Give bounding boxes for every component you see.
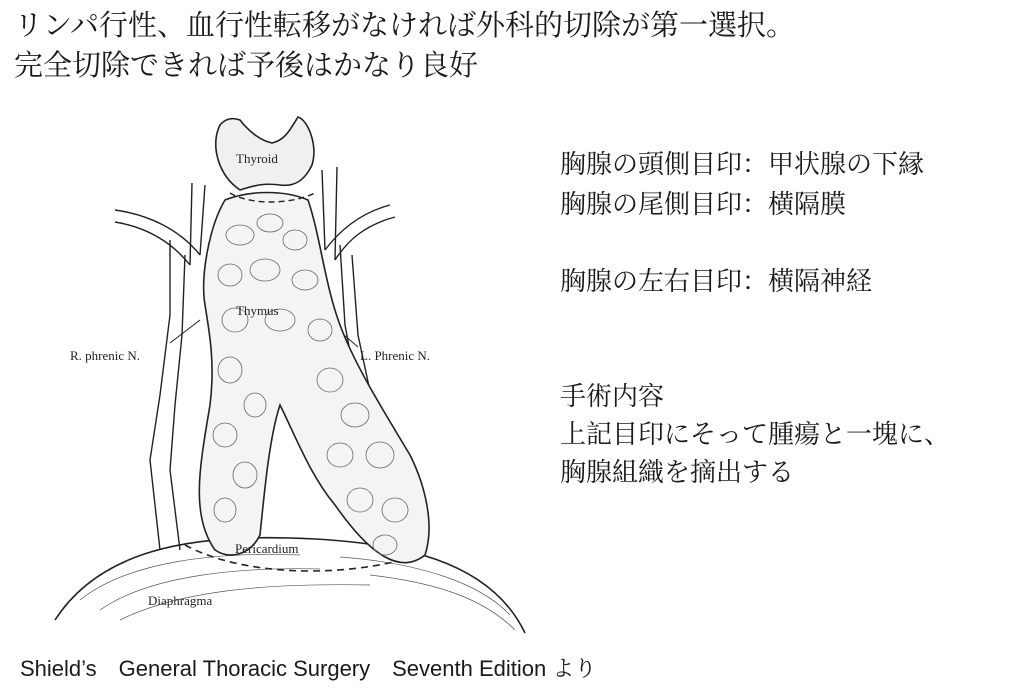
left-great-vessels xyxy=(115,183,205,550)
thymus-anatomy-illustration xyxy=(40,105,540,645)
label-thymus: Thymus xyxy=(236,303,279,318)
label-l-phrenic: L. Phrenic N. xyxy=(360,348,431,363)
source-citation: Shield’s General Thoracic Surgery Seventh Edition より xyxy=(20,656,597,681)
label-r-phrenic: R. phrenic N. xyxy=(70,348,141,363)
label-thyroid: Thyroid xyxy=(236,151,278,166)
title-line-1: リンパ行性、血行性転移がなければ外科的切除が第一選択。 xyxy=(14,8,795,42)
r-phrenic-leader xyxy=(170,320,200,343)
note-lateral-landmark: 胸腺の左右目印：横隔神経 xyxy=(560,267,873,297)
note-caudal-landmark: 胸腺の尾側目印：横隔膜 xyxy=(560,190,847,220)
surgery-line-2: 胸腺組織を摘出する xyxy=(560,458,795,488)
surgery-line-1: 上記目印にそって腫瘍と一塊に、 xyxy=(560,420,951,450)
surgery-heading: 手術内容 xyxy=(560,382,665,412)
diaphragm-hatching xyxy=(80,554,515,630)
note-cranial-landmark: 胸腺の頭側目印：甲状腺の下縁 xyxy=(560,150,925,180)
label-diaphragma: Diaphragma xyxy=(148,593,213,608)
label-pericardium: Pericardium xyxy=(235,541,299,556)
thymus-gland xyxy=(199,193,429,563)
title-line-2: 完全切除できれば予後はかなり良好 xyxy=(14,48,479,82)
